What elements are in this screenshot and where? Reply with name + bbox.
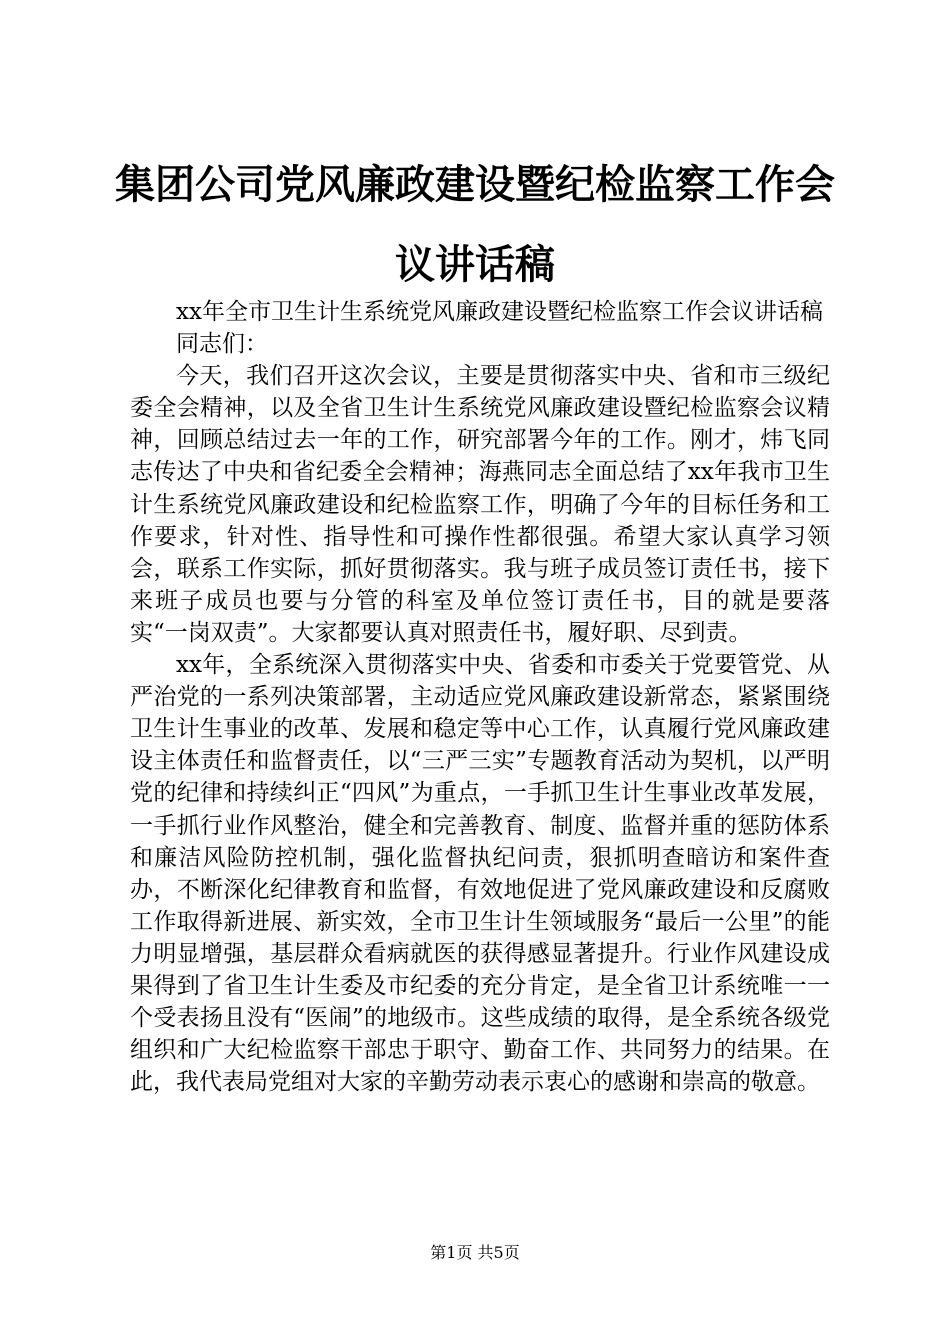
paragraph-review: xx年，全系统深入贯彻落实中央、省委和市委关于党要管党、从严治党的一系列决策部署，主动适应党风廉政建设新常态，紧紧围绕卫生计生事业的改革、发展和稳定等中心工作，认真履行党风廉政建设主体责任和监督责任，以“三严三实”专题教育活动为契机，以严明党的纪律和持续纠正“四风”为重点，一手抓卫生计生事业改革发展，一手抓行业作风整治，健全和完善教育、制度、监督并重的惩防体系和廉洁风险防控机制，强化监督执纪问责，狠抓明查暗访和案件查办，不断深化纪律教育和监督，有效地促进了党风廉政建设和反腐败工作取得新进展、新实效，全市卫生计生领域服务“最后一公里”的能力明显增强，基层群众看病就医的获得感显著提升。行业作风建设成果得到了省卫生计生委及市纪委的充分肯定，是全省卫计系统唯一一个受表扬且没有“医闹”的地级市。这些成绩的取得，是全系统各级党组织和广大纪检监察干部忠于职守、勤奋工作、共同努力的结果。在此，我代表局党组对大家的辛勤劳动表示衷心的感谢和崇高的敬意。 [130,652,830,1096]
document-title: 集团公司党风廉政建设暨纪检监察工作会议讲话稿 [115,162,835,288]
paragraph-intro: 今天，我们召开这次会议，主要是贯彻落实中央、省和市三级纪委全会精神，以及全省卫生计生系统党风廉政建设暨纪检监察会议精神，回顾总结过去一年的工作，研究部署今年的工作。刚才，炜飞同志传达了中央和省纪委全会精神；海燕同志全面总结了xx年我市卫生计生系统党风廉政建设和纪检监察工作，明确了今年的目标任务和工作要求，针对性、指导性和可操作性都很强。希望大家认真学习领会，联系工作实际，抓好贯彻落实。我与班子成员签订责任书，接下来班子成员也要与分管的科室及单位签订责任书，目的就是要落实“一岗双责”。大家都要认真对照责任书，履好职、尽到责。 [130,363,830,646]
document-body [130,296,830,1098]
paragraph-subtitle: xx年全市卫生计生系统党风廉政建设暨纪检监察工作会议讲话稿 [176,299,823,325]
paragraph-salutation: 同志们： [176,331,268,358]
page-number-footer: 第1页 共5页 [430,1243,520,1262]
